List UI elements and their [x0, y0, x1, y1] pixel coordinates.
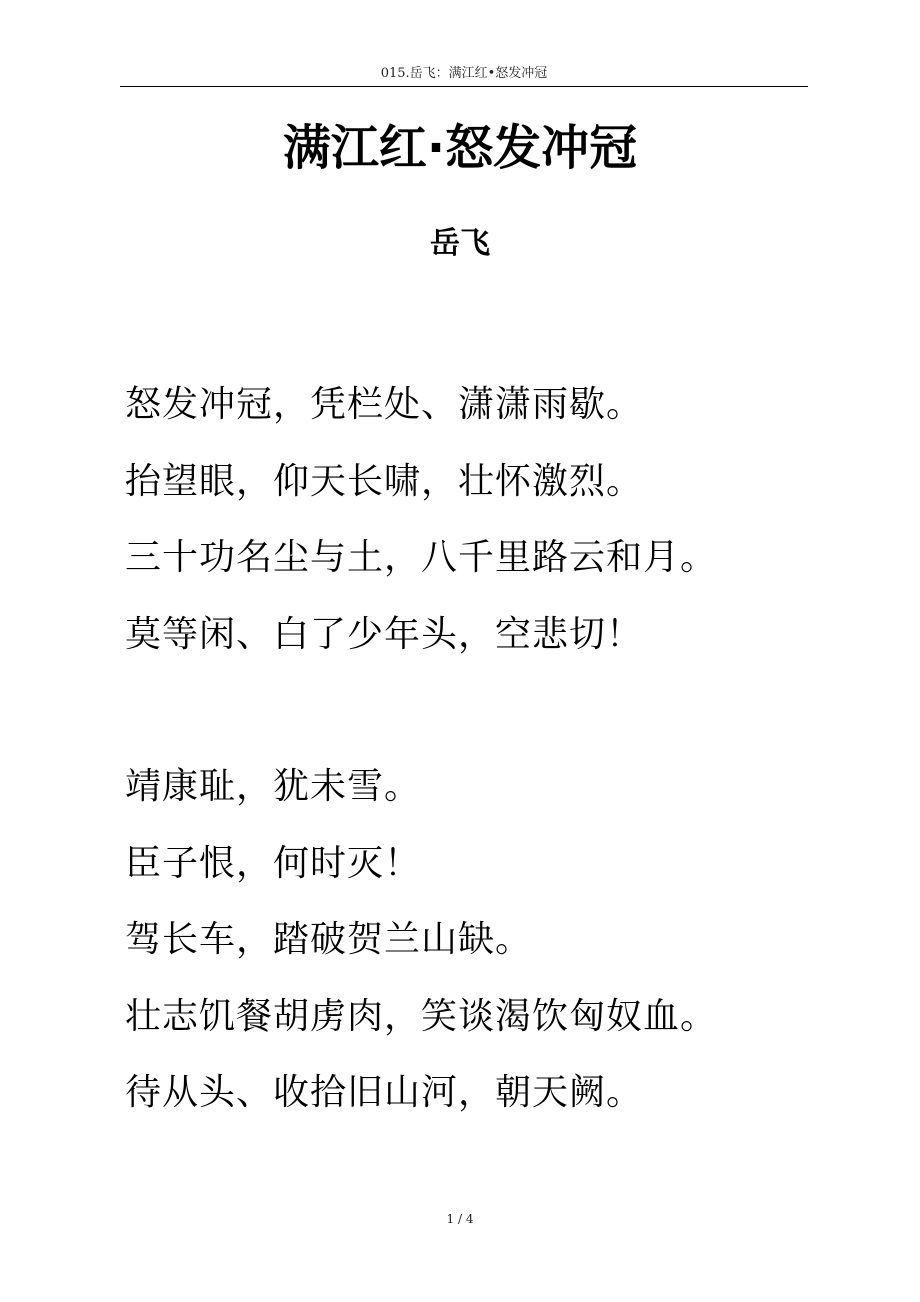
stanza-2: [125, 749, 717, 1132]
poem-line: 臣子恨，何时灭！: [125, 842, 422, 884]
poem-author: 岳飞: [430, 226, 490, 261]
poem-title: 满江红·怒发冲冠: [282, 120, 638, 176]
poem-line: 莫等闲、白了少年头，空悲切！: [125, 613, 644, 655]
poem-line: 怒发冲冠，凭栏处、潇潇雨歇。: [125, 384, 644, 425]
poem-line: 抬望眼，仰天长啸，壮怀激烈。: [125, 460, 644, 502]
page-number: 1 / 4: [446, 1212, 474, 1226]
poem-line: 驾长车，踏破贺兰山缺。: [125, 919, 533, 960]
poem-line: 靖康耻，犹未雪。: [125, 766, 422, 807]
stanza-1: [125, 367, 717, 673]
poem-line: 三十功名尘与土，八千里路云和月。: [125, 537, 718, 578]
running-header: 015.岳飞：满江红•怒发冲冠: [120, 64, 808, 87]
poem-line: 待从头、收拾旧山河，朝天阙。: [125, 1072, 644, 1113]
poem-line: 壮志饥餐胡虏肉，笑谈渴饮匈奴血。: [125, 995, 718, 1037]
